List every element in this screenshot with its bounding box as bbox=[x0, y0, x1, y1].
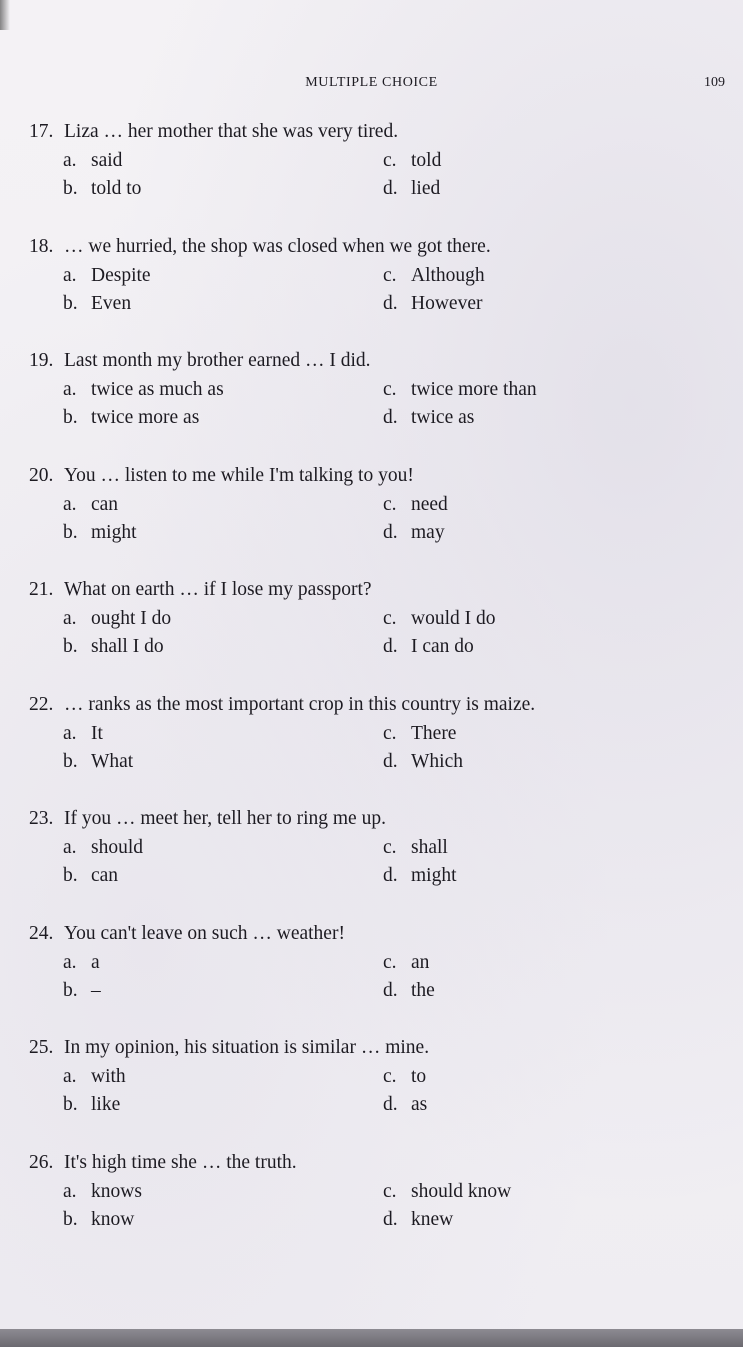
option-c[interactable] bbox=[383, 722, 456, 746]
option-text: should bbox=[91, 837, 144, 858]
question-23 bbox=[29, 807, 729, 922]
option-text: However bbox=[411, 292, 483, 314]
option-letter: a. bbox=[63, 951, 77, 973]
option-text: knew bbox=[411, 1208, 454, 1230]
option-c[interactable] bbox=[383, 607, 496, 631]
question-number: 21. bbox=[29, 579, 54, 600]
option-text: as bbox=[411, 1094, 428, 1115]
option-text: twice as bbox=[411, 407, 475, 428]
option-letter: b. bbox=[63, 865, 78, 886]
option-b[interactable] bbox=[63, 406, 199, 430]
option-text: can bbox=[91, 865, 119, 886]
page-bottom-edge bbox=[0, 1329, 743, 1347]
question-number: 17. bbox=[29, 121, 54, 142]
option-letter: d. bbox=[383, 750, 398, 772]
option-letter: c. bbox=[383, 264, 397, 286]
option-letter: c. bbox=[383, 379, 397, 400]
question-text: What on earth … if I lose my passport? bbox=[64, 579, 372, 600]
question-17 bbox=[29, 120, 729, 235]
option-text: Despite bbox=[91, 264, 151, 286]
option-text: need bbox=[411, 493, 448, 515]
option-a[interactable] bbox=[63, 493, 118, 517]
option-letter: d. bbox=[383, 979, 398, 1001]
option-letter: c. bbox=[383, 837, 397, 858]
option-b[interactable] bbox=[63, 521, 137, 545]
option-letter: c. bbox=[383, 1180, 397, 1202]
option-text: told to bbox=[91, 178, 142, 199]
option-letter: b. bbox=[63, 979, 78, 1001]
option-letter: b. bbox=[63, 407, 78, 428]
option-text: – bbox=[91, 979, 101, 1001]
question-number: 23. bbox=[29, 808, 54, 829]
question-number: 24. bbox=[29, 922, 54, 944]
option-letter: b. bbox=[63, 1094, 78, 1115]
question-text: … ranks as the most important crop in this country is maize. bbox=[64, 693, 536, 715]
question-number: 18. bbox=[29, 235, 54, 257]
option-b[interactable] bbox=[63, 1093, 120, 1117]
option-letter: a. bbox=[63, 1066, 77, 1087]
option-d[interactable] bbox=[383, 750, 463, 774]
option-d[interactable] bbox=[383, 292, 482, 316]
option-c[interactable] bbox=[383, 149, 441, 173]
option-text: should know bbox=[411, 1180, 512, 1202]
option-letter: c. bbox=[383, 493, 397, 515]
question-24 bbox=[29, 922, 729, 1037]
question-stem bbox=[29, 578, 372, 602]
question-text: … we hurried, the shop was closed when we got there. bbox=[64, 235, 491, 257]
option-letter: d. bbox=[383, 1094, 398, 1115]
option-letter: a. bbox=[63, 1180, 77, 1202]
option-letter: a. bbox=[63, 837, 77, 858]
option-letter: b. bbox=[63, 178, 78, 199]
option-c[interactable] bbox=[383, 836, 448, 860]
option-b[interactable] bbox=[63, 750, 133, 774]
option-d[interactable] bbox=[383, 177, 440, 201]
option-text: with bbox=[91, 1066, 126, 1087]
option-letter: c. bbox=[383, 608, 397, 629]
option-text: might bbox=[91, 521, 137, 543]
question-list bbox=[29, 120, 729, 1265]
option-text: What bbox=[91, 750, 134, 772]
option-d[interactable] bbox=[383, 979, 435, 1003]
option-c[interactable] bbox=[383, 1065, 426, 1089]
option-text: Although bbox=[411, 264, 485, 286]
option-b[interactable] bbox=[63, 979, 101, 1003]
question-text: Liza … her mother that she was very tired. bbox=[64, 121, 399, 142]
option-d[interactable] bbox=[383, 406, 474, 430]
question-22 bbox=[29, 693, 729, 808]
option-c[interactable] bbox=[383, 378, 537, 402]
question-number: 26. bbox=[29, 1151, 54, 1173]
option-letter: b. bbox=[63, 1208, 78, 1230]
option-letter: b. bbox=[63, 750, 78, 772]
running-title: MULTIPLE CHOICE bbox=[305, 75, 438, 90]
page-number: 109 bbox=[704, 75, 725, 90]
question-text: You can't leave on such … weather! bbox=[64, 922, 345, 944]
option-text: a bbox=[91, 951, 100, 973]
option-c[interactable] bbox=[383, 493, 448, 517]
question-stem bbox=[29, 120, 398, 144]
option-text: to bbox=[411, 1066, 427, 1087]
option-text: knows bbox=[91, 1180, 142, 1202]
option-letter: d. bbox=[383, 292, 398, 314]
option-c[interactable] bbox=[383, 1180, 511, 1204]
option-text: lied bbox=[411, 178, 441, 199]
question-stem bbox=[29, 1036, 429, 1060]
option-d[interactable] bbox=[383, 1208, 453, 1232]
option-text: Which bbox=[411, 750, 463, 772]
option-a[interactable] bbox=[63, 378, 224, 402]
option-letter: a. bbox=[63, 379, 77, 400]
option-d[interactable] bbox=[383, 1093, 427, 1117]
question-21 bbox=[29, 578, 729, 693]
option-c[interactable] bbox=[383, 951, 429, 975]
question-text: Last month my brother earned … I did. bbox=[64, 350, 371, 371]
question-18 bbox=[29, 235, 729, 350]
option-a[interactable] bbox=[63, 722, 103, 746]
option-letter: b. bbox=[63, 521, 78, 543]
option-letter: c. bbox=[383, 951, 397, 973]
question-text: In my opinion, his situation is similar … mine. bbox=[64, 1037, 430, 1058]
option-text: It bbox=[91, 722, 103, 744]
option-letter: d. bbox=[383, 407, 398, 428]
option-a[interactable] bbox=[63, 1065, 126, 1089]
option-d[interactable] bbox=[383, 521, 445, 545]
page-corner-shadow bbox=[0, 0, 10, 30]
question-stem bbox=[29, 807, 386, 831]
option-b[interactable] bbox=[63, 1208, 134, 1232]
option-letter: a. bbox=[63, 264, 77, 286]
option-a[interactable] bbox=[63, 951, 100, 975]
option-a[interactable] bbox=[63, 607, 171, 631]
question-text: It's high time she … the truth. bbox=[64, 1151, 297, 1173]
question-text: You … listen to me while I'm talking to you! bbox=[64, 464, 414, 486]
option-b[interactable] bbox=[63, 864, 118, 888]
question-20 bbox=[29, 464, 729, 579]
option-text: There bbox=[411, 722, 457, 744]
option-b[interactable] bbox=[63, 292, 131, 316]
option-letter: a. bbox=[63, 493, 77, 515]
option-letter: d. bbox=[383, 521, 398, 543]
question-stem bbox=[29, 464, 414, 488]
question-number: 25. bbox=[29, 1037, 54, 1058]
running-head bbox=[0, 75, 743, 95]
option-text: an bbox=[411, 951, 430, 973]
option-letter: c. bbox=[383, 722, 397, 744]
option-text: told bbox=[411, 150, 442, 171]
option-letter: d. bbox=[383, 1208, 398, 1230]
option-text: know bbox=[91, 1208, 135, 1230]
question-stem bbox=[29, 693, 535, 717]
option-letter: a. bbox=[63, 722, 77, 744]
option-a[interactable] bbox=[63, 836, 143, 860]
option-text: twice more as bbox=[91, 407, 200, 428]
option-a[interactable] bbox=[63, 1180, 142, 1204]
option-text: may bbox=[411, 521, 445, 543]
option-text: might bbox=[411, 865, 457, 886]
question-stem bbox=[29, 349, 371, 373]
option-text: like bbox=[91, 1094, 121, 1115]
option-text: twice as much as bbox=[91, 379, 224, 400]
option-d[interactable] bbox=[383, 635, 474, 659]
option-c[interactable] bbox=[383, 264, 485, 288]
option-text: can bbox=[91, 493, 119, 515]
option-letter: a. bbox=[63, 150, 77, 171]
option-text: twice more than bbox=[411, 379, 537, 400]
option-a[interactable] bbox=[63, 264, 151, 288]
option-text: shall bbox=[411, 837, 448, 858]
option-a[interactable] bbox=[63, 149, 122, 173]
option-letter: b. bbox=[63, 292, 78, 314]
question-stem bbox=[29, 922, 345, 946]
option-text: would I do bbox=[411, 608, 496, 629]
option-text: said bbox=[91, 150, 123, 171]
option-letter: d. bbox=[383, 178, 398, 199]
question-text: If you … meet her, tell her to ring me up. bbox=[64, 808, 386, 829]
question-25 bbox=[29, 1036, 729, 1151]
question-number: 20. bbox=[29, 464, 54, 486]
option-letter: b. bbox=[63, 636, 78, 657]
option-text: ought I do bbox=[91, 608, 172, 629]
question-26 bbox=[29, 1151, 729, 1266]
option-letter: d. bbox=[383, 865, 398, 886]
option-letter: c. bbox=[383, 150, 397, 171]
option-d[interactable] bbox=[383, 864, 457, 888]
option-b[interactable] bbox=[63, 635, 164, 659]
option-letter: c. bbox=[383, 1066, 397, 1087]
option-letter: d. bbox=[383, 636, 398, 657]
question-19 bbox=[29, 349, 729, 464]
option-letter: a. bbox=[63, 608, 77, 629]
question-stem bbox=[29, 1151, 297, 1175]
option-text: Even bbox=[91, 292, 132, 314]
option-text: the bbox=[411, 979, 435, 1001]
question-number: 22. bbox=[29, 693, 54, 715]
option-text: I can do bbox=[411, 636, 474, 657]
option-text: shall I do bbox=[91, 636, 164, 657]
option-b[interactable] bbox=[63, 177, 141, 201]
question-number: 19. bbox=[29, 350, 54, 371]
question-stem bbox=[29, 235, 491, 259]
